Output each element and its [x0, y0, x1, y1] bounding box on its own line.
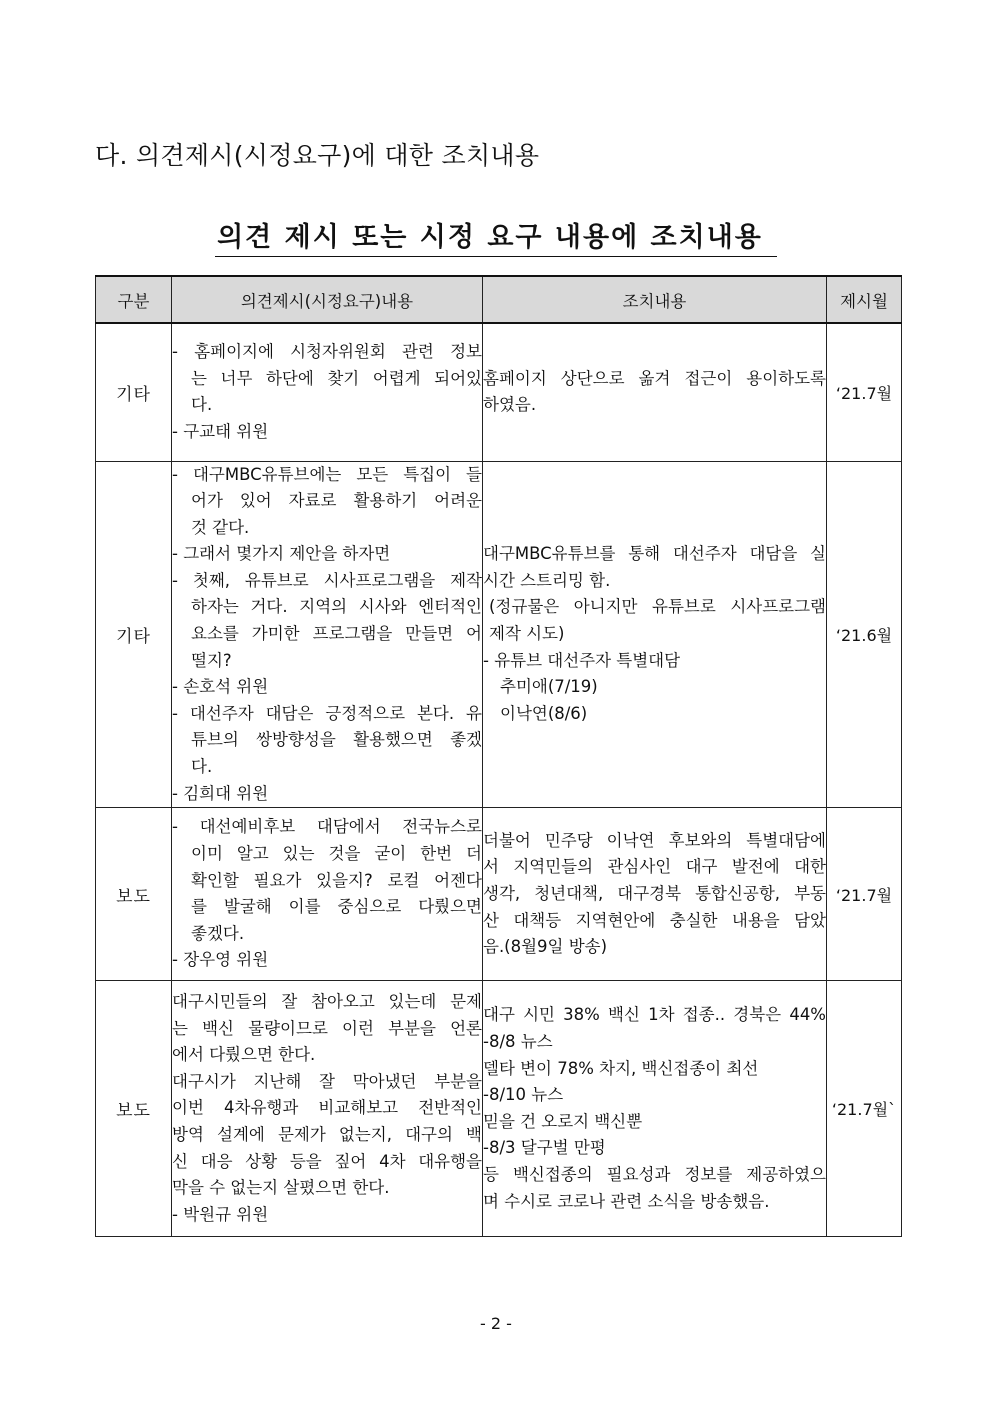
action-line: 대구 시민 38% 백신 1차 접종.. 경북은 44% [483, 1005, 826, 1025]
content-line: - 손호석 위원 [172, 677, 269, 697]
header-action: 조치내용 [483, 276, 827, 323]
table-header-row [96, 276, 902, 323]
row-action [483, 808, 827, 981]
content-line: 요소를 가미한 프로그램을 만들면 어 [191, 624, 482, 644]
content-line: 확인할 필요가 있을지? 로컬 어젠다 [191, 870, 482, 890]
content-line: 는 백신 물량이므로 이런 부분을 언론 [172, 1018, 482, 1038]
action-line: 시간 스트리밍 함. [483, 570, 611, 590]
content-line: - 그래서 몇가지 제안을 하자면 [172, 544, 391, 564]
content-line: - 김희대 위원 [172, 783, 269, 803]
row-category: 보도 [96, 808, 172, 981]
content-line: 방역 설계에 문제가 없는지, 대구의 백 [172, 1125, 482, 1145]
content-line: 다. [191, 757, 213, 777]
action-line: 제작 시도) [489, 624, 565, 644]
action-line: 생각, 청년대책, 대구경북 통합신공항, 부동 [483, 883, 826, 903]
row-month: ‘21.7월` [827, 981, 902, 1237]
content-line: - 박원규 위원 [172, 1204, 269, 1224]
action-line: 홈페이지 상단으로 옮겨 접근이 용이하도록 [483, 368, 826, 388]
row-opinion-content [172, 461, 483, 808]
content-line: 이미 알고 있는 것을 굳이 한번 더 [191, 844, 482, 864]
content-line: 이번 4차유행과 비교해보고 전반적인 [172, 1098, 482, 1118]
content-line: 튜브의 쌍방향성을 활용했으면 좋겠 [191, 730, 482, 750]
content-line: - 홈페이지에 시청자위원회 관련 정보 [172, 342, 482, 362]
action-line: -8/10 뉴스 [483, 1085, 564, 1105]
opinion-action-table [95, 275, 902, 1237]
table-title [0, 215, 992, 257]
content-line: - 첫째, 유튜브로 시사프로그램을 제작 [172, 570, 482, 590]
action-line: 서 지역민들의 관심사인 대구 발전에 대한 [483, 857, 826, 877]
content-line: 신 대응 상황 등을 짚어 4차 대유행을 [172, 1151, 482, 1171]
row-action [483, 461, 827, 808]
content-line: 막을 수 없는지 살폈으면 한다. [172, 1178, 390, 1198]
row-opinion-content [172, 323, 483, 461]
content-line: 에서 다뤘으면 한다. [172, 1045, 316, 1065]
table-row [96, 808, 902, 981]
action-line: (정규물은 아니지만 유튜브로 시사프로그램 [489, 597, 826, 617]
content-line: 는 너무 하단에 찾기 어렵게 되어있 [191, 368, 482, 388]
content-line: 떨지? [191, 650, 232, 670]
content-line: 다. [191, 395, 213, 415]
row-opinion-content [172, 981, 483, 1237]
content-line: 대구시민들의 잘 참아오고 있는데 문제 [172, 992, 482, 1012]
content-line: 를 발굴해 이를 중심으로 다뤘으면 [191, 897, 482, 917]
content-line: 대구시가 지난해 잘 막아냈던 부분을 [172, 1071, 482, 1091]
action-line: 며 수시로 코로나 관련 소식을 방송했음. [483, 1191, 770, 1211]
content-line: 하자는 거다. 지역의 시사와 엔터적인 [191, 597, 482, 617]
row-action [483, 323, 827, 461]
table-row [96, 981, 902, 1237]
action-line: 더불어 민주당 이낙연 후보와의 특별대담에 [483, 830, 826, 850]
action-line: -8/8 뉴스 [483, 1031, 553, 1051]
row-month: ‘21.7월 [827, 808, 902, 981]
content-line: 어가 있어 자료로 활용하기 어려운 [191, 491, 482, 511]
section-heading: 다. 의견제시(시정요구)에 대한 조치내용 [95, 141, 540, 170]
table-row [96, 323, 902, 461]
page-number: - 2 - [480, 1314, 512, 1333]
row-category: 기타 [96, 323, 172, 461]
action-line: -8/3 달구벌 만평 [483, 1138, 606, 1158]
row-month: ‘21.7월 [827, 323, 902, 461]
action-line: - 유튜브 대선주자 특별대담 [483, 650, 681, 670]
table-title-text: 의견 제시 또는 시정 요구 내용에 조치내용 [215, 215, 777, 257]
content-line: - 대선예비후보 대담에서 전국뉴스로 [172, 817, 482, 837]
content-line: 좋겠다. [191, 923, 245, 943]
action-line: 등 백신접종의 필요성과 정보를 제공하였으 [483, 1164, 826, 1184]
action-line: 믿을 건 오로지 백신뿐 [483, 1111, 643, 1131]
row-category: 보도 [96, 981, 172, 1237]
row-month: ‘21.6월 [827, 461, 902, 808]
action-line: 산 대책등 지역현안에 충실한 내용을 담았 [483, 910, 826, 930]
action-line: 음.(8월9일 방송) [483, 937, 608, 957]
row-action [483, 981, 827, 1237]
content-line: 것 같다. [191, 517, 250, 537]
content-line: - 구교태 위원 [172, 421, 269, 441]
table-row [96, 461, 902, 808]
action-line: 추미애(7/19) [500, 677, 598, 697]
header-opinion-content: 의견제시(시정요구)내용 [172, 276, 483, 323]
header-category: 구분 [96, 276, 172, 323]
action-line: 이낙연(8/6) [500, 703, 588, 723]
action-line: 하였음. [483, 395, 537, 415]
content-line: - 대구MBC유튜브에는 모든 특집이 들 [172, 464, 482, 484]
content-line: - 대선주자 대담은 긍정적으로 본다. 유 [172, 703, 482, 723]
row-opinion-content [172, 808, 483, 981]
row-category: 기타 [96, 461, 172, 808]
header-month: 제시월 [827, 276, 902, 323]
action-line: 델타 변이 78% 차지, 백신접종이 최선 [483, 1058, 759, 1078]
content-line: - 장우영 위원 [172, 950, 269, 970]
action-line: 대구MBC유튜브를 통해 대선주자 대담을 실 [483, 544, 826, 564]
